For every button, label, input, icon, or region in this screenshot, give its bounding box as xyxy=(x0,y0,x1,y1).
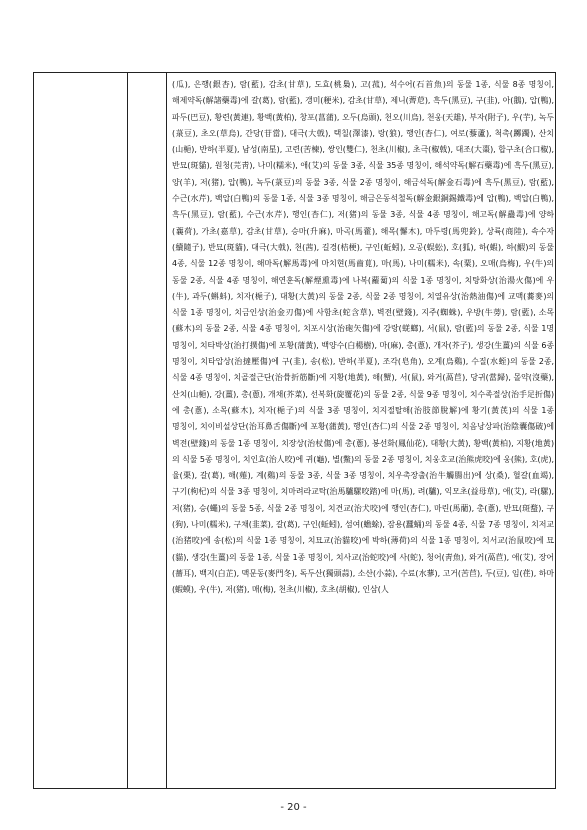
table-column-divider xyxy=(166,73,167,788)
body-paragraph: (瓜), 은행(銀杏), 람(藍), 감초(甘草), 도효(桃梟), 고(菰), 석수어(石首魚)의 동물 1종, 식물 8종 명칭이, 해제약독(解諸藥毒)에 갈(葛), 람(藍), 갱미(粳米), 감초(甘草), 제니(薺苨), 흑두(黑豆), 구(韭), 아(鵝), 압(鴨), 파두(巴豆), 황련(黃連), 황백(黃柏), 창포(菖蒲), 오두(烏頭), 천오(川烏), 천웅(天雄), 부자(附子), 우(芋), 녹두(菉豆), 초오(草烏), 간당(苷當), 대극(大戟), 택칠(澤漆), 랑(狼), 행인(杏仁), 여로(藜蘆), 척촉(躑躅), 산치(山梔), 반하(半夏), 남성(南星), 고련(苦楝), 쌍인(雙仁), 천초(川椒), 초극(椒戟), 대조(大棗), 합구초(合口椒), 반묘(斑貓), 원청(芫靑), 나미(糯米), 애(艾)의 동물 3종, 식물 35종 명칭이, 해석약독(解石藥毒)에 흑두(黑豆), 양(羊), 저(猪), 압(鴨), 녹두(菉豆)의 동물 3종, 식물 2종 명칭이, 해금석독(解金石毒)에 흑두(黑豆), 람(藍), 수근(水芹), 백압(白鴨)의 동물 1종, 식물 3종 명칭이, 해금은동석철독(解金銀銅錫鐵毒)에 압(鴨), 백압(白鴨), 흑두(黑豆), 람(藍), 수근(水芹), 행인(杏仁), 저(猪)의 동물 3종, 식물 4종 명칭이, 해고독(解蠱毒)에 양하(蘘荷), 가초(嘉草), 감초(甘草), 승마(升麻), 마곡(馬藿), 해목(懈木), 마두령(馬兜鈴), 상륙(商陸), 속수자(續隨子), 반묘(斑貓), 대극(大戟), 천(茜), 길경(桔梗), 구인(蚯蚓), 오공(蜈蚣), 호(狐), 하(蝦), 하(鰕)의 동물 4종, 식물 12종 명칭이, 해마독(解馬毒)에 마치현(馬齒莧), 마(馬), 나미(糯米), 속(粟), 오매(烏梅), 우(牛)의 동물 2종, 식물 4종 명칭이, 해연훈독(解煙熏毒)에 나복(蘿蔔)의 식물 1종 명칭이, 치탕화상(治湯火傷)에 우(牛), 과두(蝌蚪), 치자(梔子), 대황(大黃)의 동물 2종, 식물 2종 명칭이, 치열유상(治熱油傷)에 교맥(蕎麥)의 식물 1종 명칭이, 치금인상(治金刃傷)에 사함초(蛇含草), 벽전(壁錢), 지주(蜘蛛), 우방(牛蒡), 람(藍), 소목(蘇木)의 동물 2종, 식물 4종 명칭이, 치포시상(治砲矢傷)에 강랑(蜣螂), 서(鼠), 람(藍)의 동물 2종, 식물 1명 명칭이, 치타박상(治打撲傷)에 포황(蒲黃), 백양수(白楊樹), 마(麻), 총(蔥), 개자(芥子), 생강(生薑)의 식물 6종 명칭이, 치타압상(治撻壓傷)에 구(韭), 송(松), 반하(半夏), 조각(皂角), 오계(烏鷄), 수질(水蛭)의 동물 2종, 식물 4종 명칭이, 치골절근단(治骨折筋斷)에 지황(地黃), 해(蟹), 서(鼠), 와거(萵苣), 당귀(當歸), 몰약(沒藥), 산치(山梔), 강(薑), 총(蔥), 개채(芥菜), 선복화(旋覆花)의 동물 2종, 식물 9종 명칭이, 치수족절상(治手足折傷)에 총(蔥), 소목(蘇木), 치자(梔子)의 식물 3종 명칭이, 치지절탈해(治肢節脫解)에 황기(黃芪)의 식물 1종 명칭이, 치이비설상단(治耳鼻舌傷斷)에 포황(蒲黃), 행인(杏仁)의 식물 2종 명칭이, 치음낭상파(治陰囊傷破)에 벽전(壁錢)의 동물 1종 명칭이, 치장상(治杖傷)에 총(蔥), 봉선화(鳳仙花), 대황(大黃), 황백(黃柏), 지황(地黃)의 식물 5종 명칭이, 치인효(治人咬)에 귀(龜), 별(鱉)의 동물 2종 명칭이, 치웅호교(治熊虎咬)에 웅(熊), 호(虎), 율(栗), 갈(葛), 해(薤), 계(鷄)의 동물 3종, 식물 3종 명칭이, 치우촉장출(治牛觸腸出)에 상(桑), 혈갈(血竭), 구기(枸杞)의 식물 3종 명칭이, 치마려라교탁(治馬驢騾咬踏)에 마(馬), 려(驢), 익모초(益母草), 애(艾), 라(騾), 저(猪), 승(蠅)의 동물 5종, 식물 2종 명칭이, 치견교(治犬咬)에 행인(杏仁), 마린(馬藺), 총(蔥), 반묘(斑蝥), 구(狗), 나미(糯米), 구채(韭菜), 갈(葛), 구인(蚯蚓), 섬여(蟾蜍), 잠용(蠶蛹)의 동물 4종, 식물 7종 명칭이, 치저교(治猪咬)에 송(松)의 식물 1종 명칭이, 치묘교(治貓咬)에 박하(薄荷)의 식물 1종 명칭이, 치서교(治鼠咬)에 묘(貓), 생강(生薑)의 동물 1종, 식물 1종 명칭이, 치사교(治蛇咬)에 사(蛇), 청어(靑魚), 와거(萵苣), 애(艾), 장어(薔耳), 백지(白芷), 맥문동(麥門冬), 독두산(獨頭蒜), 소산(小蒜), 수료(水蓼), 고거(苦苣), 두(豆), 임(荏), 하마(蝦蟆), 우(牛), 저(猪), 매(梅), 천초(川椒), 호초(胡椒), 인삼(人 xyxy=(172,80,554,595)
table-column-divider xyxy=(127,73,128,788)
page-number: - 20 - xyxy=(280,802,307,813)
content-cell xyxy=(172,77,554,783)
page-table xyxy=(33,72,556,789)
